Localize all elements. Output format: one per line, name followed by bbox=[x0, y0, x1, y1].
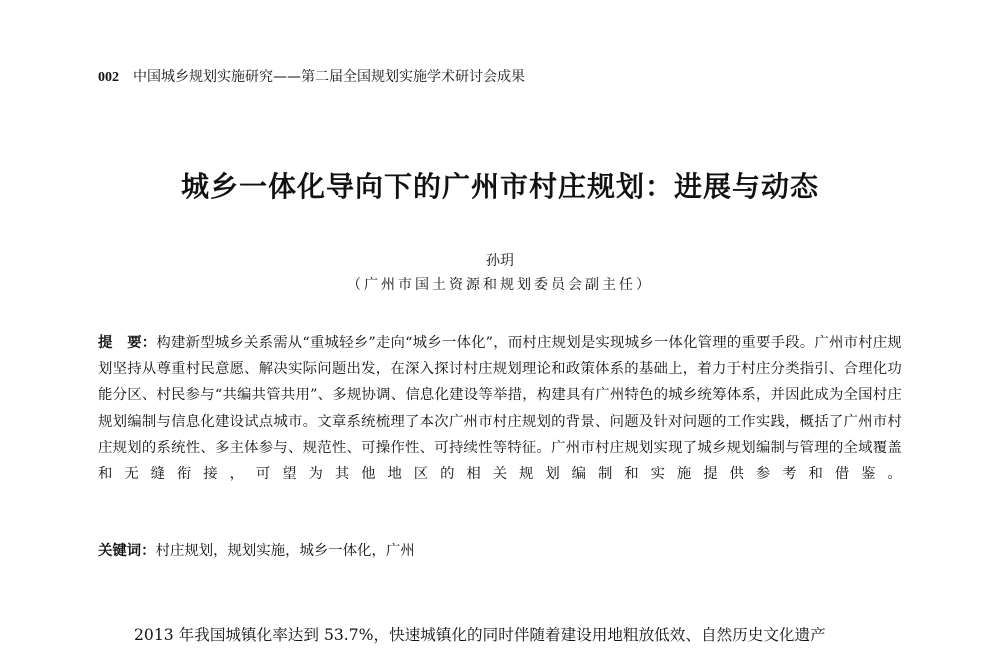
keywords-label: 关键词： bbox=[98, 543, 156, 559]
keywords bbox=[98, 539, 415, 560]
article-title: 城乡一体化导向下的广州市村庄规划：进展与动态 bbox=[180, 170, 819, 203]
keywords-text: 村庄规划，规划实施，城乡一体化，广州 bbox=[155, 543, 415, 559]
author-name: 孙玥 bbox=[486, 253, 514, 269]
running-header bbox=[98, 66, 525, 86]
abstract-text: 构建新型城乡关系需从“重城轻乡”走向“城乡一体化”，而村庄规划是实现城乡一体化管理的重要手段。广州市村庄规划坚持从尊重村民意愿、解决实际问题出发，在深入探讨村庄规划理论和政策体系的基础上，着力于村庄分类指引、合理化功能分区、村民参与“共编共管共用”、多规协调、信息化建设等举措，构建具有广州特色的城乡统筹体系，并因此成为全国村庄规划编制与信息化建设试点城市。文章系统梳理了本次广州市村庄规划的背景、问题及针对问题的工作实践，概括了广州市村庄规划的系统性、多主体参与、规范性、可操作性、可持续性等特征。广州市村庄规划实现了城乡规划编制与管理的全域覆盖和无缝衔接，可望为其他地区的相关规划编制和实施提供参考和借鉴。 bbox=[98, 335, 902, 483]
abstract-label: 提 要： bbox=[98, 335, 157, 351]
body-paragraph: 2013 年我国城镇化率达到 53.7%，快速城镇化的同时伴随着建设用地粗放低效、自然历史文化遗产 bbox=[134, 626, 826, 644]
abstract bbox=[98, 330, 902, 487]
author-affiliation: （广州市国土资源和规划委员会副主任） bbox=[347, 277, 653, 293]
page-number: 002 bbox=[98, 70, 119, 85]
book-title: 中国城乡规划实施研究——第二届全国规划实施学术研讨会成果 bbox=[133, 69, 525, 85]
